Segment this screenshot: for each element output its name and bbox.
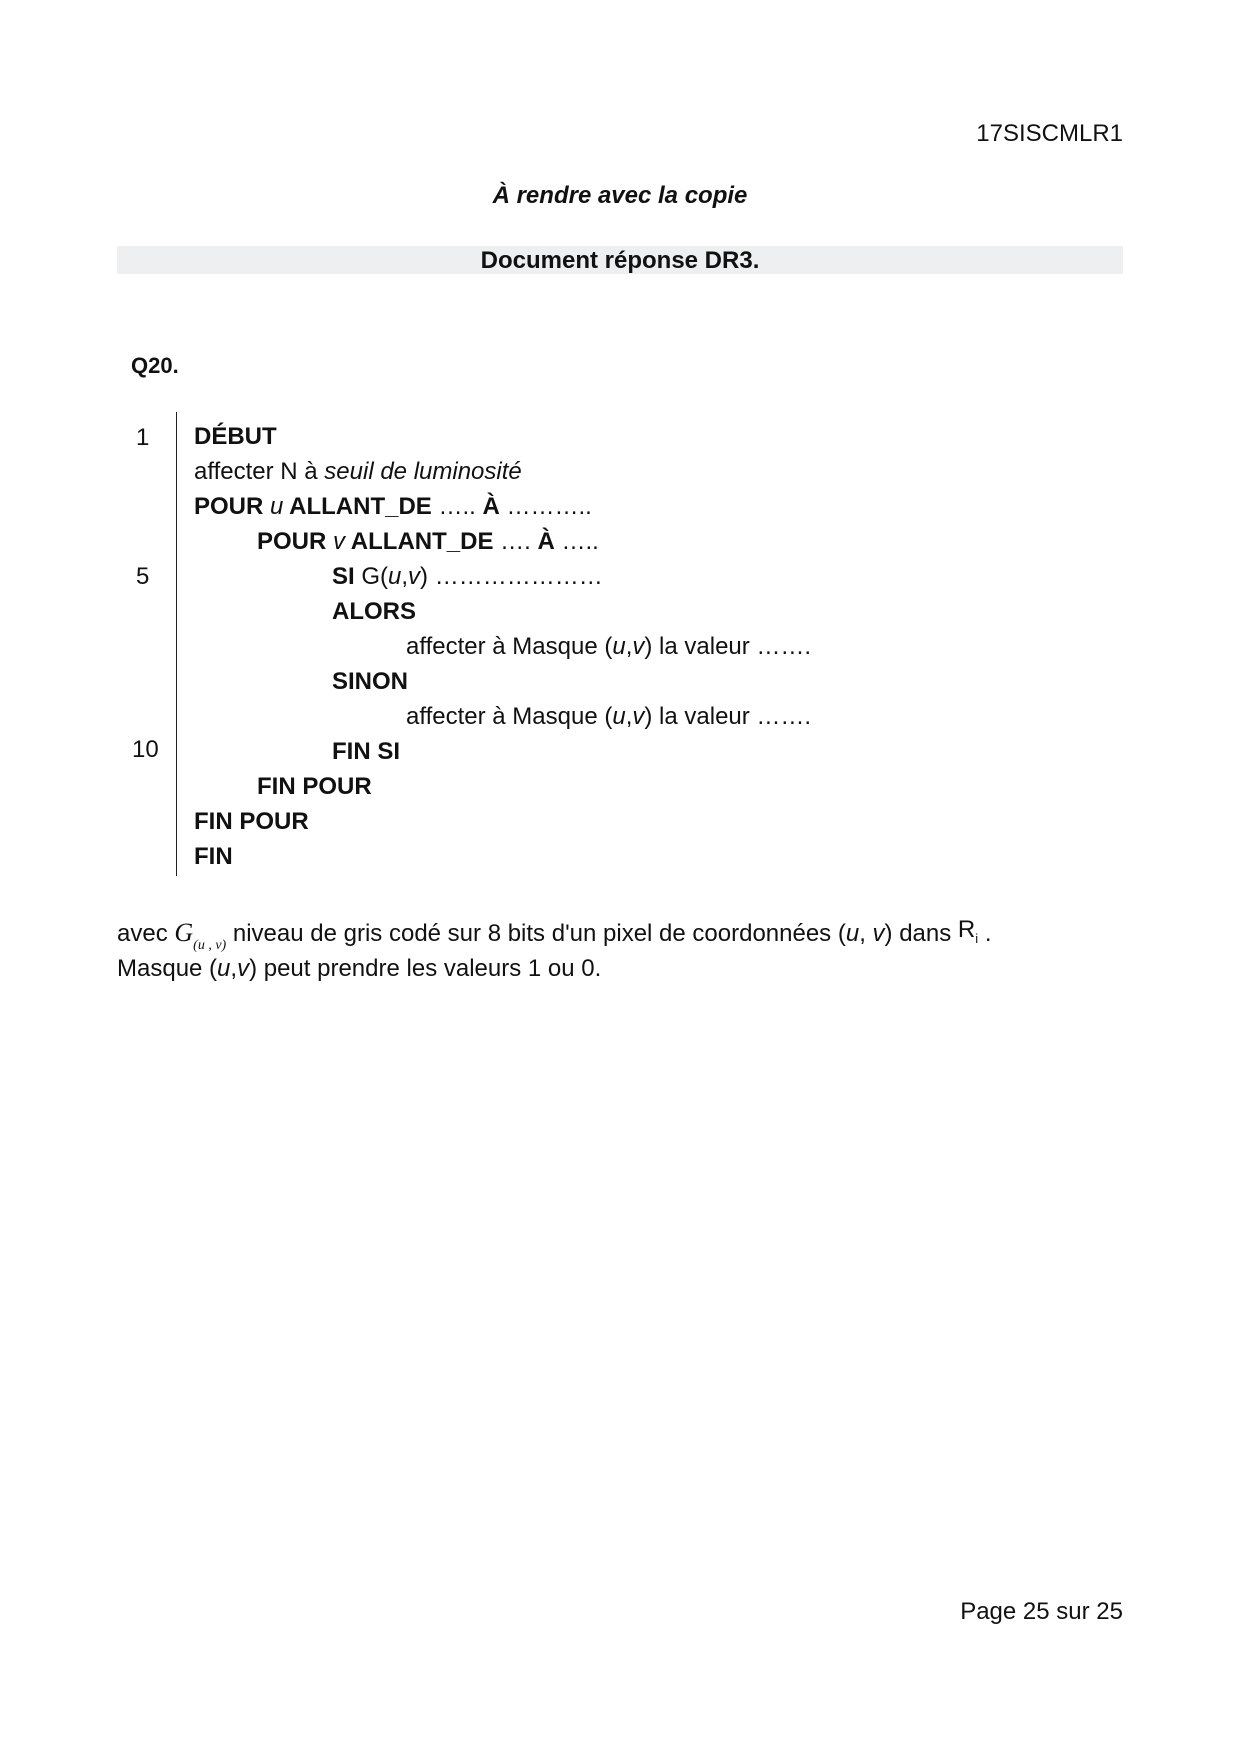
line-number: 1 — [136, 424, 150, 451]
code-line-5: SI G(u,v) ………………… — [332, 563, 603, 590]
code-line-8: SINON — [332, 668, 409, 695]
code-line-4: POUR v ALLANT_DE …. À ….. — [257, 528, 599, 555]
r-subscript: i — [975, 931, 979, 946]
code-line-6: ALORS — [332, 598, 416, 625]
r-symbol: R — [957, 916, 976, 943]
code-line-12: FIN POUR — [194, 808, 309, 835]
code-line-2: affecter N à seuil de luminosité — [194, 458, 522, 485]
line-number-divider — [176, 412, 177, 876]
question-label: Q20. — [131, 353, 179, 378]
code-line-11: FIN POUR — [257, 773, 372, 800]
document-code: 17SISCMLR1 — [976, 120, 1123, 147]
algorithm-block — [110, 412, 1010, 876]
line-number: 10 — [132, 736, 159, 763]
g-symbol: G — [174, 918, 194, 947]
code-line-13: FIN — [194, 843, 233, 870]
section-title-bar — [117, 246, 1123, 274]
page-number: Page 25 sur 25 — [960, 1598, 1123, 1625]
definition-text: avec $G_{(u , v)}$ niveau de gris codé sur 8 bits d'un pixel de coordonnées (u, v) dans Ri . — [117, 916, 992, 953]
masque-values-text: Masque (u,v) peut prendre les valeurs 1 ou 0. — [117, 955, 602, 982]
code-line-10: FIN SI — [332, 738, 401, 765]
g-subscript: (u , v) — [193, 938, 227, 953]
section-title: Document réponse DR3. — [480, 247, 760, 274]
code-line-3: POUR u ALLANT_DE ….. À ……….. — [194, 493, 592, 520]
code-line-1: DÉBUT — [194, 423, 277, 450]
line-number: 5 — [136, 563, 150, 590]
return-instruction: À rendre avec la copie — [492, 182, 748, 209]
code-line-7: affecter à Masque (u,v) la valeur ……. — [406, 633, 812, 660]
code-line-9: affecter à Masque (u,v) la valeur ……. — [406, 703, 812, 730]
